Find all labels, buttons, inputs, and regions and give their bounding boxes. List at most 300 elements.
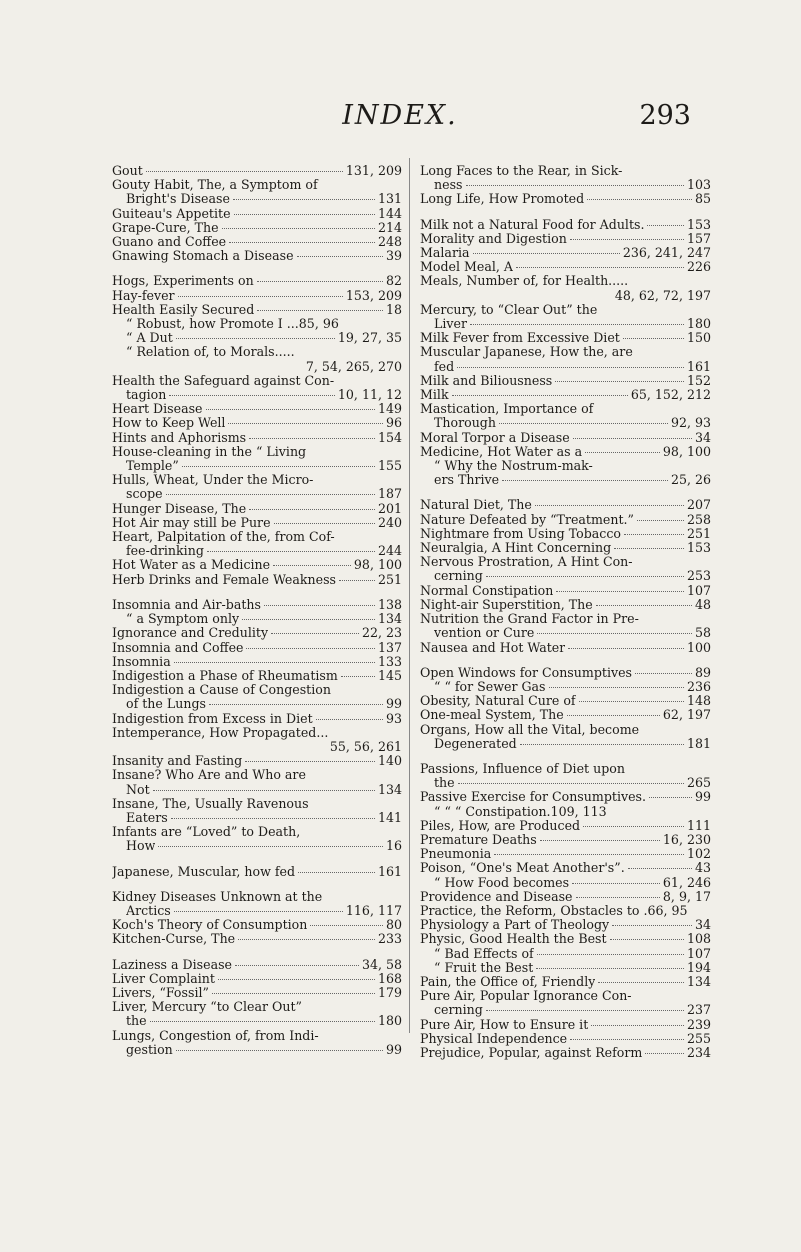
index-line: Health the Safeguard against Con- — [112, 372, 335, 388]
index-column-left — [112, 164, 402, 1057]
entry-term: Milk Fever from Excessive Diet — [420, 331, 620, 346]
index-entry — [420, 708, 711, 722]
entry-pages: 236, 241, 247 — [622, 245, 711, 261]
index-line: Nervous Prostration, A Hint Con- — [420, 554, 633, 570]
dot-leader — [499, 423, 668, 424]
entry-term: Kitchen-Curse, The — [112, 932, 236, 947]
index-entry — [112, 986, 402, 1000]
entry-pages: 236 — [686, 678, 711, 694]
entry-term: Gnawing Stomach a Disease — [112, 249, 294, 264]
section-gap — [420, 487, 711, 498]
index-entry — [112, 918, 402, 932]
index-entry — [112, 544, 402, 558]
entry-term: Insomnia — [112, 654, 171, 669]
page-header — [0, 100, 801, 140]
entry-pages: 65, 152, 212 — [630, 387, 711, 403]
section-gap — [112, 263, 402, 274]
index-entry — [112, 502, 402, 516]
entry-pages: 96 — [385, 415, 402, 431]
entry-pages: 161 — [686, 358, 711, 374]
dot-leader — [573, 438, 692, 439]
index-entry — [112, 811, 402, 825]
entry-pages: 131 — [377, 191, 402, 207]
section-gap — [420, 207, 711, 218]
dot-leader — [245, 761, 375, 762]
index-entry — [420, 847, 711, 861]
entry-pages: 18 — [385, 301, 402, 317]
index-entry — [112, 235, 402, 249]
dot-leader — [235, 965, 359, 966]
entry-term: ers Thrive — [434, 473, 500, 488]
entry-term: Thorough — [434, 416, 496, 431]
index-entry — [112, 221, 402, 235]
index-entry — [112, 249, 402, 263]
index-entry — [112, 402, 402, 416]
index-line: Infants are “Loved” to Death, — [112, 824, 301, 840]
dot-leader — [536, 968, 684, 969]
index-entry — [112, 516, 402, 530]
entry-pages: 214 — [377, 219, 402, 235]
dot-leader — [516, 267, 684, 268]
entry-term: Hot Water as a Medicine — [112, 558, 271, 573]
entry-term: Insanity and Fasting — [112, 754, 243, 769]
dot-leader — [583, 826, 684, 827]
entry-term: How to Keep Well — [112, 416, 226, 431]
entry-term: Night-air Superstition, The — [420, 597, 593, 612]
entry-pages: 99 — [694, 789, 711, 805]
entry-term: Physiology a Part of Theology — [420, 918, 610, 933]
entry-pages: 111 — [686, 817, 711, 833]
entry-term: Morality and Digestion — [420, 231, 567, 246]
entry-pages: 93 — [385, 710, 402, 726]
dot-leader — [158, 846, 383, 847]
index-entry — [112, 459, 402, 473]
index-line: “ Relation of, to Morals..... — [126, 344, 295, 360]
entry-pages: 194 — [686, 959, 711, 975]
dot-leader — [598, 982, 684, 983]
entry-term: gestion — [126, 1042, 173, 1057]
dot-leader — [556, 591, 684, 592]
entry-pages: 116, 117 — [345, 902, 402, 918]
index-entry — [420, 641, 711, 655]
entry-term: Heart Disease — [112, 402, 203, 417]
index-entry — [112, 839, 402, 853]
entry-pages: 240 — [377, 514, 402, 530]
entry-term: Passive Exercise for Consumptives. — [420, 790, 647, 805]
entry-term: Pneumonia — [420, 847, 492, 862]
index-entry — [420, 527, 711, 541]
entry-term: Herb Drinks and Female Weakness — [112, 572, 336, 587]
entry-term: scope — [126, 487, 163, 502]
index-line: Heart, Palpitation of the, from Cof- — [112, 529, 335, 545]
entry-pages: 251 — [686, 525, 711, 541]
dot-leader — [540, 840, 660, 841]
index-entry — [112, 1014, 402, 1028]
dot-leader — [466, 185, 684, 186]
entry-term: Medicine, Hot Water as a — [420, 444, 583, 459]
entry-term: Milk not a Natural Food for Adults. — [420, 217, 645, 232]
dot-leader — [649, 797, 692, 798]
index-line: Liver, Mercury “to Clear Out” — [112, 999, 302, 1015]
index-entry — [112, 207, 402, 221]
entry-pages: 153, 209 — [345, 287, 402, 303]
dot-leader — [249, 438, 375, 439]
entry-term: Insomnia and Air-baths — [112, 597, 262, 612]
index-entry — [112, 274, 402, 288]
entry-pages: 148 — [686, 693, 711, 709]
dot-leader — [570, 239, 684, 240]
dot-leader — [473, 253, 620, 254]
index-entry — [420, 680, 711, 694]
index-entry — [420, 331, 711, 345]
entry-pages: 103 — [686, 177, 711, 193]
dot-leader — [233, 199, 375, 200]
index-entry — [112, 655, 402, 669]
entry-term: Neuralgia, A Hint Concerning — [420, 541, 612, 556]
entry-pages: 61, 246 — [662, 874, 711, 890]
index-entry — [112, 754, 402, 768]
entry-pages: 138 — [377, 596, 402, 612]
entry-pages: 179 — [377, 984, 402, 1000]
dot-leader — [229, 242, 375, 243]
index-entry — [420, 694, 711, 708]
index-entry — [420, 932, 711, 946]
entry-pages: 180 — [377, 1013, 402, 1029]
index-entry — [112, 958, 402, 972]
entry-term: Moral Torpor a Disease — [420, 430, 570, 445]
index-entry — [420, 541, 711, 555]
entry-pages: 34, 58 — [361, 956, 402, 972]
entry-term: Physical Independence — [420, 1031, 568, 1046]
entry-term: Liver Complaint — [112, 971, 215, 986]
index-entry — [420, 218, 711, 232]
entry-pages: 134 — [377, 781, 402, 797]
index-line: 48, 62, 72, 197 — [614, 287, 711, 303]
entry-pages: 107 — [686, 582, 711, 598]
entry-pages: 22, 23 — [361, 625, 402, 641]
index-entry — [112, 904, 402, 918]
index-entry — [112, 783, 402, 797]
dot-leader — [271, 633, 359, 634]
entry-pages: 134 — [377, 611, 402, 627]
dot-leader — [297, 256, 383, 257]
entry-term: Long Life, How Promoted — [420, 192, 585, 207]
entry-term: Grape-Cure, The — [112, 220, 219, 235]
entry-pages: 85 — [694, 191, 711, 207]
dot-leader — [579, 701, 684, 702]
dot-leader — [520, 744, 684, 745]
entry-term: Gout — [112, 164, 143, 178]
column-divider — [409, 158, 410, 1033]
entry-pages: 58 — [694, 625, 711, 641]
dot-leader — [249, 509, 375, 510]
entry-term: Piles, How, are Produced — [420, 818, 581, 833]
dot-leader — [537, 633, 692, 634]
dot-leader — [176, 338, 335, 339]
entry-term: Laziness a Disease — [112, 957, 233, 972]
index-entry — [112, 641, 402, 655]
entry-term: Poison, “One's Meat Another's”. — [420, 861, 625, 876]
entry-term: of the Lungs — [126, 697, 206, 712]
dot-leader — [612, 925, 692, 926]
index-entry — [112, 416, 402, 430]
entry-term: Nausea and Hot Water — [420, 640, 566, 655]
dot-leader — [207, 551, 375, 552]
entry-pages: 181 — [686, 735, 711, 751]
index-entry — [420, 1003, 711, 1017]
entry-pages: 237 — [686, 1002, 711, 1018]
entry-term: Physic, Good Health the Best — [420, 932, 607, 947]
entry-term: Milk and Biliousness — [420, 373, 553, 388]
entry-pages: 34 — [694, 917, 711, 933]
index-entry — [420, 1032, 711, 1046]
dot-leader — [234, 214, 375, 215]
entry-pages: 102 — [686, 846, 711, 862]
index-entry — [420, 626, 711, 640]
entry-pages: 48 — [694, 596, 711, 612]
index-line: “ Why the Nostrum-mak- — [434, 458, 593, 474]
index-line: Organs, How all the Vital, become — [420, 721, 640, 737]
entry-pages: 98, 100 — [353, 557, 402, 573]
entry-term: “ How Food becomes — [434, 875, 570, 890]
index-line: Meals, Number of, for Health..... — [420, 273, 629, 289]
dot-leader — [174, 911, 343, 912]
index-line: Lungs, Congestion of, from Indi- — [112, 1027, 319, 1043]
entry-term: Koch's Theory of Consumption — [112, 918, 308, 933]
dot-leader — [596, 605, 692, 606]
index-entry — [112, 331, 402, 345]
index-entry — [420, 584, 711, 598]
dot-leader — [572, 883, 660, 884]
page-number: 293 — [639, 100, 691, 131]
dot-leader — [535, 505, 684, 506]
dot-leader — [171, 818, 375, 819]
section-gap — [112, 947, 402, 958]
dot-leader — [610, 939, 684, 940]
entry-term: the — [126, 1014, 147, 1029]
index-entry — [420, 819, 711, 833]
index-entry — [420, 473, 711, 487]
index-entry — [112, 558, 402, 572]
dot-leader — [146, 171, 343, 172]
entry-term: Pure Air, How to Ensure it — [420, 1017, 589, 1032]
entry-pages: 239 — [686, 1016, 711, 1032]
dot-leader — [591, 1025, 684, 1026]
entry-term: “ Bad Effects of — [434, 946, 534, 961]
dot-leader — [274, 523, 375, 524]
index-line: “ “ “ Constipation.109, 113 — [434, 803, 607, 819]
dot-leader — [452, 395, 628, 396]
entry-term: Indigestion a Phase of Rheumatism — [112, 668, 338, 683]
section-gap — [112, 587, 402, 598]
entry-term: Hay-fever — [112, 288, 175, 303]
dot-leader — [218, 979, 375, 980]
entry-pages: 187 — [377, 486, 402, 502]
index-line: Practice, the Reform, Obstacles to .66, 95 — [420, 902, 688, 918]
entry-pages: 150 — [686, 330, 711, 346]
entry-term: Livers, “Fossil” — [112, 985, 209, 1000]
entry-pages: 161 — [377, 863, 402, 879]
entry-term: Indigestion from Excess in Diet — [112, 711, 313, 726]
index-entry — [420, 317, 711, 331]
dot-leader — [182, 466, 375, 467]
index-entry — [420, 232, 711, 246]
entry-pages: 100 — [686, 639, 711, 655]
index-line: Passions, Influence of Diet upon — [420, 760, 625, 776]
entry-term: Milk — [420, 388, 449, 403]
index-entry — [112, 431, 402, 445]
entry-pages: 89 — [694, 664, 711, 680]
entry-term: Model Meal, A — [420, 260, 514, 275]
entry-pages: 98, 100 — [662, 443, 711, 459]
index-line: Mastication, Importance of — [420, 401, 594, 417]
entry-term: One-meal System, The — [420, 708, 564, 723]
entry-term: Normal Constipation — [420, 583, 554, 598]
entry-term: Not — [126, 782, 150, 797]
dot-leader — [585, 452, 660, 453]
index-entry — [420, 431, 711, 445]
index-entry — [420, 388, 711, 402]
dot-leader — [264, 605, 375, 606]
entry-pages: 207 — [686, 497, 711, 513]
entry-pages: 201 — [377, 500, 402, 516]
entry-term: Hints and Aphorisms — [112, 430, 247, 445]
index-entry — [420, 598, 711, 612]
dot-leader — [637, 520, 684, 521]
entry-term: Degenerated — [434, 736, 517, 751]
entry-pages: 154 — [377, 429, 402, 445]
entry-pages: 43 — [694, 860, 711, 876]
index-line: Mercury, to “Clear Out” the — [420, 301, 598, 317]
entry-pages: 251 — [377, 571, 402, 587]
index-line: Intemperance, How Propagated... — [112, 724, 329, 740]
index-entry — [112, 712, 402, 726]
entry-pages: 255 — [686, 1030, 711, 1046]
entry-term: Providence and Disease — [420, 889, 573, 904]
index-entry — [420, 1018, 711, 1032]
dot-leader — [310, 925, 383, 926]
entry-term: cerning — [434, 569, 483, 584]
entry-term: cerning — [434, 1003, 483, 1018]
dot-leader — [150, 1021, 375, 1022]
entry-pages: 226 — [686, 259, 711, 275]
entry-term: Arctics — [126, 903, 171, 918]
index-entry — [420, 569, 711, 583]
dot-leader — [458, 783, 684, 784]
index-entry — [420, 360, 711, 374]
entry-term: fee-drinking — [126, 544, 204, 559]
dot-leader — [549, 687, 684, 688]
entry-pages: 99 — [385, 696, 402, 712]
dot-leader — [228, 423, 383, 424]
index-entry — [420, 737, 711, 751]
entry-term: “ A Dut — [126, 331, 173, 346]
entry-pages: 140 — [377, 753, 402, 769]
entry-pages: 133 — [377, 653, 402, 669]
entry-term: Pain, the Office of, Friendly — [420, 974, 596, 989]
entry-pages: 265 — [686, 775, 711, 791]
entry-term: vention or Cure — [434, 626, 535, 641]
entry-pages: 152 — [686, 372, 711, 388]
entry-term: fed — [434, 359, 455, 374]
index-entry — [420, 776, 711, 790]
entry-pages: 80 — [385, 917, 402, 933]
index-entry — [112, 865, 402, 879]
entry-pages: 157 — [686, 230, 711, 246]
index-entry — [420, 861, 711, 875]
index-entry — [420, 975, 711, 989]
index-entry — [420, 445, 711, 459]
index-entry — [112, 598, 402, 612]
section-gap — [112, 854, 402, 865]
entry-pages: 233 — [377, 931, 402, 947]
entry-term: Nature Defeated by “Treatment.” — [420, 512, 634, 527]
dot-leader — [567, 715, 660, 716]
dot-leader — [457, 367, 684, 368]
entry-pages: 244 — [377, 543, 402, 559]
entry-term: Ignorance and Credulity — [112, 626, 269, 641]
index-entry — [420, 918, 711, 932]
index-entry — [112, 164, 402, 178]
entry-term: Prejudice, Popular, against Reform — [420, 1045, 643, 1060]
entry-pages: 82 — [385, 273, 402, 289]
entry-term: Malaria — [420, 246, 470, 261]
dot-leader — [470, 324, 684, 325]
dot-leader — [153, 790, 375, 791]
dot-leader — [635, 673, 692, 674]
dot-leader — [298, 872, 375, 873]
entry-pages: 134 — [686, 973, 711, 989]
entry-pages: 16, 230 — [662, 831, 711, 847]
index-line: Indigestion a Cause of Congestion — [112, 682, 331, 698]
dot-leader — [587, 199, 692, 200]
index-line: Pure Air, Popular Ignorance Con- — [420, 988, 632, 1004]
dot-leader — [273, 565, 351, 566]
entry-term: Open Windows for Consumptives — [420, 665, 632, 680]
index-entry — [420, 666, 711, 680]
index-entry — [112, 932, 402, 946]
entry-pages: 234 — [686, 1044, 711, 1060]
dot-leader — [316, 719, 383, 720]
index-line: Nutrition the Grand Factor in Pre- — [420, 611, 639, 627]
index-line: Muscular Japanese, How the, are — [420, 344, 633, 360]
entry-pages: 168 — [377, 970, 402, 986]
dot-leader — [341, 676, 375, 677]
index-entry — [420, 890, 711, 904]
entry-term: tagion — [126, 388, 167, 403]
dot-leader — [339, 580, 375, 581]
entry-term: “ Fruit the Best — [434, 960, 534, 975]
entry-pages: 137 — [377, 639, 402, 655]
entry-pages: 99 — [385, 1041, 402, 1057]
entry-pages: 180 — [686, 316, 711, 332]
index-entry — [420, 416, 711, 430]
entry-term: Bright's Disease — [126, 192, 230, 207]
entry-term: Insomnia and Coffee — [112, 640, 244, 655]
entry-pages: 144 — [377, 205, 402, 221]
dot-leader — [555, 381, 684, 382]
dot-leader — [570, 1039, 684, 1040]
dot-leader — [494, 854, 684, 855]
entry-pages: 145 — [377, 667, 402, 683]
entry-term: How — [126, 839, 156, 854]
entry-term: Temple” — [126, 459, 179, 474]
index-line: 55, 56, 261 — [329, 738, 402, 754]
entry-term: Nightmare from Using Tobacco — [420, 526, 621, 541]
entry-term: Health Easily Secured — [112, 302, 255, 317]
dot-leader — [614, 548, 684, 549]
dot-leader — [246, 648, 374, 649]
